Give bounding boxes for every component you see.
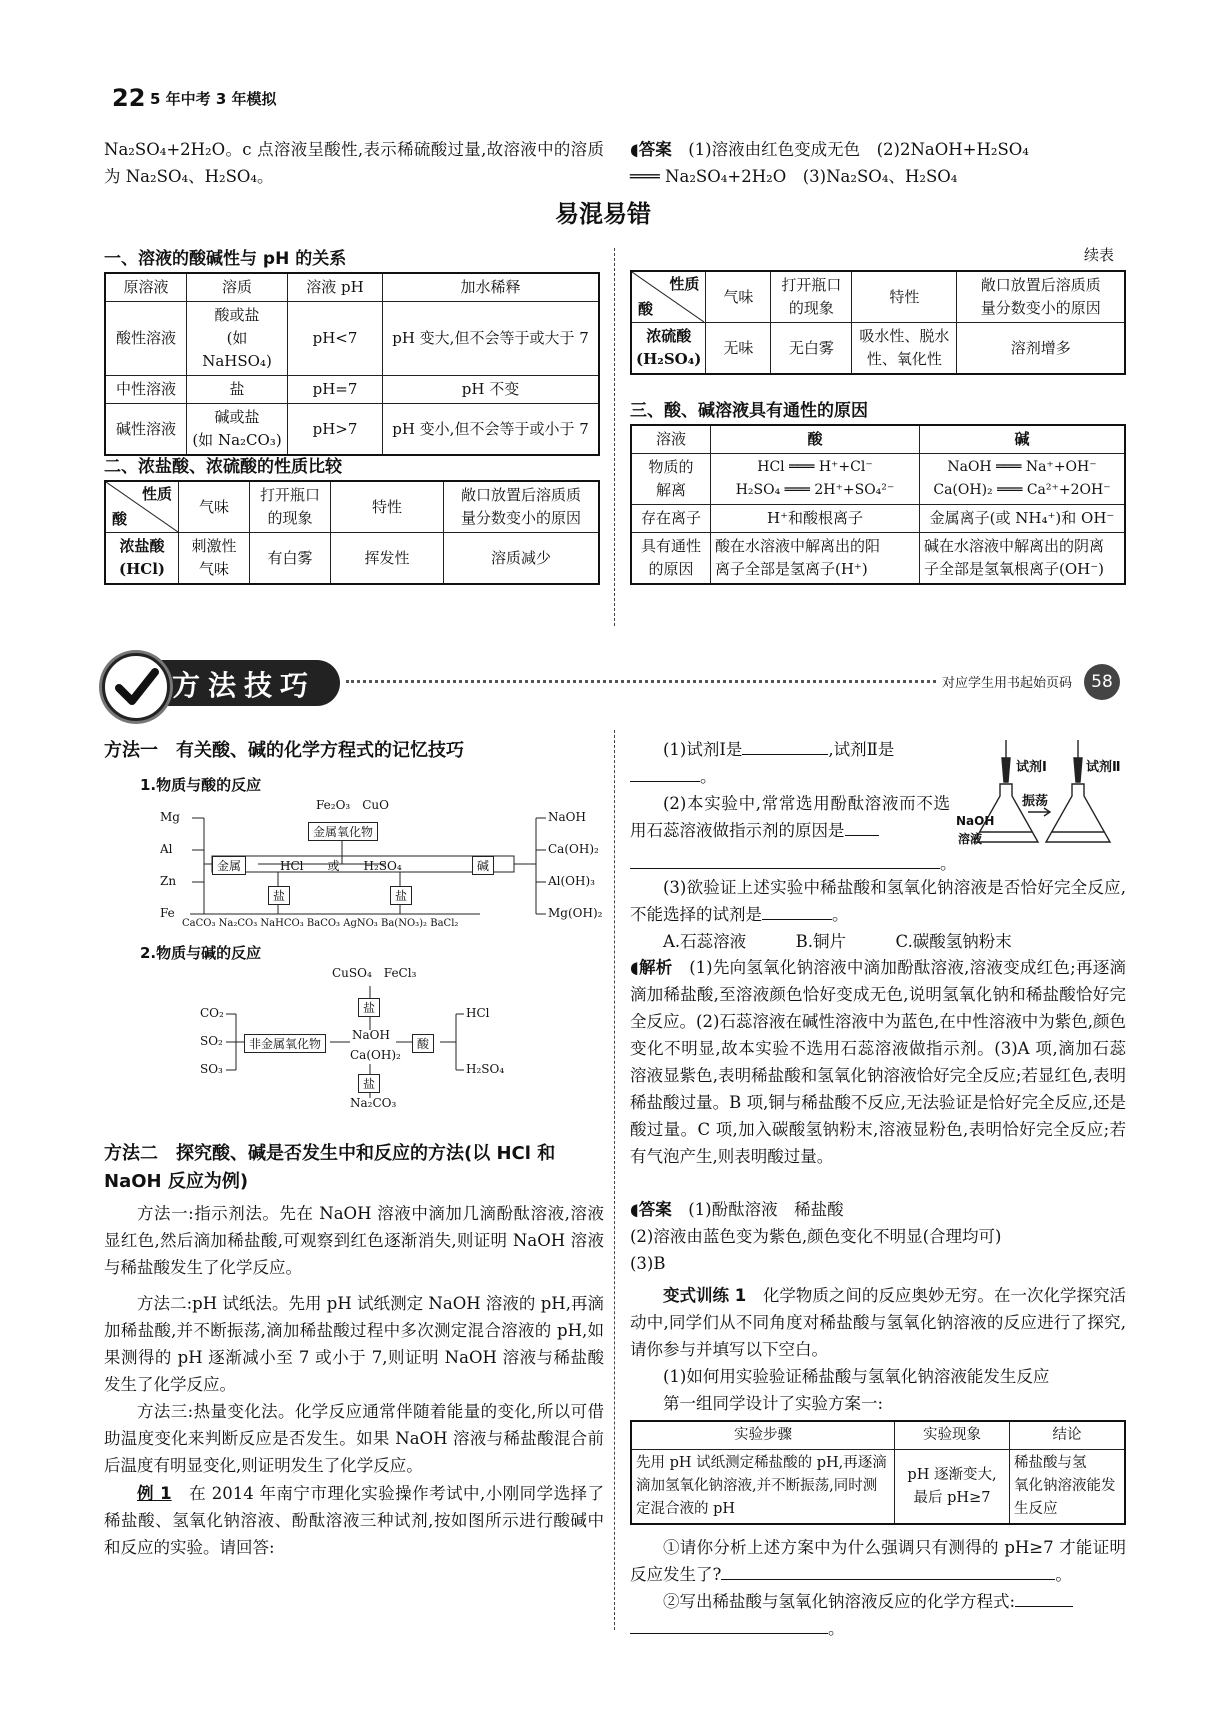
acid-label: HCl — [466, 1006, 490, 1020]
answer-blank[interactable] — [630, 868, 940, 869]
col-header: 打开瓶口 的现象 — [250, 481, 331, 533]
top-answer — [630, 136, 1126, 190]
base-box: 碱 — [472, 856, 494, 875]
column-divider — [614, 730, 615, 1630]
sub-question-2: ②写出稀盐酸与氢氧化钠溶液反应的化学方程式: — [663, 1592, 1016, 1611]
col-header: 碱 — [920, 425, 1126, 454]
col-header: 溶液 — [631, 425, 711, 454]
nonmetal-oxide-box: 非金属氧化物 — [244, 1034, 326, 1053]
analysis-text: (1)先向氢氧化钠溶液中滴加酚酞溶液,溶液变成红色;再逐滴滴加稀盐酸,至溶液颜色恰好变成无色,说明氢氧化钠和稀盐酸恰好完全反应。(2)石蕊溶液在碱性溶液中为蓝色,在中性溶液中为紫色,颜色变化不明显,故本实验不选用石蕊溶液做指示剂。(3)A 项,滴加石蕊溶液显紫色,表明稀盐酸和氢氧化钠溶液恰好完全反应;若显红色,表明稀盐酸过量。B 项,铜与稀盐酸不反应,无法验证是恰好完全反应,还是酸过量。C 项,加入碳酸氢钠粉末,溶液显粉色,表明恰好完全反应;若有气泡产生,则表明酸过量。 — [630, 958, 1127, 1166]
cell: HCl ═══ H⁺+Cl⁻ H₂SO₄ ═══ 2H⁺+SO₄²⁻ — [711, 454, 920, 505]
base-reaction-diagram — [200, 964, 505, 1112]
continuation-text: Na₂SO₄+2H₂O。c 点溶液呈酸性,表示稀硫酸过量,故溶液中的溶质为 Na₂SO₄、H₂SO₄。 — [104, 140, 604, 186]
part1-title: 一、溶液的酸碱性与 pH 的关系 — [104, 249, 347, 269]
answer-blank[interactable] — [845, 835, 879, 836]
banner-title: 方法技巧 — [172, 669, 317, 702]
checkmark-icon — [105, 656, 167, 718]
answer-line-1: (1)溶液由红色变成无色 (2)2NaOH+H₂SO₄ — [688, 140, 1029, 159]
corner-top: 性质 — [141, 485, 172, 503]
acid-compare-table-cont-wrap — [630, 270, 1126, 375]
cell: 先用 pH 试纸测定稀盐酸的 pH,再逐滴滴加氢氧化钠溶液,并不断振荡,同时测定混合液的 pH — [631, 1450, 895, 1525]
oxide-label: CO₂ — [200, 1006, 224, 1020]
cell: 挥发性 — [331, 533, 444, 585]
metal-label: Mg — [160, 810, 180, 824]
part2-title: 二、浓盐酸、浓硫酸的性质比较 — [104, 457, 342, 477]
variant-plan: 第一组同学设计了实验方案一: — [663, 1394, 884, 1413]
page-ref-label: 对应学生用书起始页码 — [938, 672, 1072, 691]
col-header: 特性 — [331, 481, 444, 533]
answer-line-2: ═══ Na₂SO₄+2H₂O (3)Na₂SO₄、H₂SO₄ — [630, 167, 958, 186]
answer-block — [630, 1196, 1126, 1277]
answer-blank[interactable] — [630, 1633, 828, 1634]
example-tag: 例 1 — [137, 1484, 172, 1503]
col-header: 加水稀释 — [383, 273, 600, 302]
cell: 无白雾 — [771, 323, 852, 375]
col-header: 原溶液 — [105, 273, 187, 302]
answer-blank[interactable] — [630, 781, 700, 782]
diagram-bottom: Na₂CO₃ — [350, 1096, 397, 1110]
page-number: 22 — [112, 84, 146, 112]
answer-blank[interactable] — [762, 919, 832, 920]
metal-label: Al — [160, 842, 173, 856]
variant-q1: (1)如何用实验验证稀盐酸与氢氧化钠溶液能发生反应 — [663, 1367, 1050, 1386]
cell: 盐 — [187, 376, 288, 404]
cell: 碱在水溶液中解离出的阴离 子全部是氢氧根离子(OH⁻) — [920, 533, 1126, 585]
answer-1: (1)酚酞溶液 稀盐酸 — [688, 1200, 844, 1219]
question-1: (1)试剂Ⅰ是 ,试剂Ⅱ是 。 (2)本实验中,常常选用酚酞溶液而不选用石蕊溶液做指示剂的原因是 — [630, 740, 950, 840]
answer-icon: ◖ — [630, 1200, 639, 1219]
example-text: 在 2014 年南宁市理化实验操作考试中,小刚同学选择了稀盐酸、氢氧化钠溶液、酚酞溶液三种试剂,按如图所示进行酸碱中和反应的实验。请回答: — [104, 1484, 604, 1557]
cell: pH>7 — [288, 404, 383, 456]
acid-reaction-diagram — [160, 796, 603, 936]
method2-title: 方法二 探究酸、碱是否发生中和反应的方法(以 HCl 和 NaOH 反应为例) — [104, 1143, 556, 1192]
shake-label: 振荡 — [1022, 794, 1049, 809]
answer-blank[interactable] — [1015, 1606, 1073, 1607]
base-label: Ca(OH)₂ — [350, 1048, 401, 1062]
cell: pH 变大,但不会等于或大于 7 — [383, 302, 600, 376]
cell: 金属离子(或 NH₄⁺)和 OH⁻ — [920, 505, 1126, 533]
acid-bar: HCl 或 H₂SO₄ — [280, 859, 402, 873]
base-label: NaOH — [352, 1028, 390, 1042]
base-label: NaOH — [548, 810, 586, 824]
corner-top: 性质 — [669, 275, 700, 293]
answer-blank[interactable] — [742, 754, 828, 755]
cell: 中性溶液 — [105, 376, 187, 404]
naoh-label: NaOH — [956, 814, 995, 828]
sub-questions: ①请你分析上述方案中为什么强调只有测得的 pH≥7 才能证明反应发生了? 。 ②写出稀盐酸与氢氧化钠溶液反应的化学方程式: 。 — [630, 1538, 1126, 1638]
answer-tag: 答案 — [638, 140, 672, 159]
q3-text: (3)欲验证上述实验中稀盐酸和氢氧化钠溶液是否恰好完全反应,不能选择的试剂是 — [630, 878, 1126, 924]
q2-blank-line: 。 — [630, 850, 957, 874]
cell: NaOH ═══ Na⁺+OH⁻ Ca(OH)₂ ═══ Ca²⁺+2OH⁻ — [920, 454, 1126, 505]
diagram-top: CuSO₄ FeCl₃ — [332, 966, 417, 980]
variant-text: 化学物质之间的反应奥妙无穷。在一次化学探究活动中,同学们从不同角度对稀盐酸与氢氧化钠溶液的反应进行了探究,请你参与并填写以下空白。 — [630, 1286, 1127, 1359]
acid-box: 酸 — [412, 1034, 434, 1053]
corner-bottom: 酸 — [638, 300, 654, 318]
corner-bottom: 酸 — [112, 510, 128, 528]
base-label: Ca(OH)₂ — [548, 842, 599, 856]
q2-text: (2)本实验中,常常选用酚酞溶液而不选用石蕊溶液做指示剂的原因是 — [630, 794, 950, 840]
banner-circle — [102, 653, 170, 721]
col-header: 溶液 pH — [288, 273, 383, 302]
q1-text-b: ,试剂Ⅱ是 — [828, 740, 895, 759]
answer-blank[interactable] — [721, 1579, 1055, 1580]
solution-label: 溶液 — [958, 832, 983, 846]
cell: pH<7 — [288, 302, 383, 376]
part3-title: 三、酸、碱溶液具有通性的原因 — [630, 401, 868, 421]
cell: 物质的 解离 — [631, 454, 711, 505]
oxide-box: 金属氧化物 — [308, 822, 378, 841]
corner-cell — [105, 481, 179, 533]
cell: 浓盐酸 (HCl) — [105, 533, 179, 585]
acid-compare-table-wrap — [104, 480, 600, 585]
experiment-table — [630, 1420, 1126, 1525]
cell: 具有通性 的原因 — [631, 533, 711, 585]
col-header: 实验现象 — [895, 1421, 1010, 1450]
cell: 存在离子 — [631, 505, 711, 533]
cell: pH=7 — [288, 376, 383, 404]
salt-box: 盐 — [268, 886, 290, 905]
col-header: 酸 — [711, 425, 920, 454]
col-header: 气味 — [706, 271, 771, 323]
acid-base-table — [630, 424, 1126, 585]
base-label: Al(OH)₃ — [548, 874, 595, 888]
col-header: 敞口放置后溶质质 量分数变小的原因 — [957, 271, 1125, 323]
analysis-icon: ◖ — [630, 958, 639, 977]
col-header: 特性 — [852, 271, 957, 323]
cell: 碱或盐 (如 Na₂CO₃) — [187, 404, 288, 456]
corner-cell — [631, 271, 706, 323]
reagent-1-label: 试剂Ⅰ — [1016, 760, 1047, 775]
cell: 碱性溶液 — [105, 404, 187, 456]
analysis — [630, 954, 1126, 1170]
salt-box: 盐 — [390, 886, 412, 905]
col-header: 敞口放置后溶质质 量分数变小的原因 — [444, 481, 600, 533]
cell: pH 不变 — [383, 376, 600, 404]
section-title: 易混易错 — [555, 200, 651, 228]
cell: H⁺和酸根离子 — [711, 505, 920, 533]
acid-label: H₂SO₄ — [466, 1062, 505, 1076]
column-divider — [614, 248, 615, 626]
cell: 溶质减少 — [444, 533, 600, 585]
cell: pH 变小,但不会等于或小于 7 — [383, 404, 600, 456]
salt-box: 盐 — [358, 998, 380, 1017]
answer-icon: ◖ — [630, 140, 639, 159]
sub-question-1: ①请你分析上述方案中为什么强调只有测得的 pH≥7 才能证明反应发生了? — [630, 1538, 1126, 1584]
answer-3: (3)B — [630, 1254, 666, 1273]
method1-sub1: 1.物质与酸的反应 — [140, 776, 262, 794]
answer-tag: 答案 — [638, 1200, 672, 1219]
cell: pH 逐渐变大, 最后 pH≥7 — [895, 1450, 1010, 1525]
cell: 浓硫酸 (H₂SO₄) — [631, 323, 706, 375]
cell: 酸在水溶液中解离出的阳 离子全部是氢离子(H⁺) — [711, 533, 920, 585]
method1-sub2: 2.物质与碱的反应 — [140, 944, 262, 962]
oxide-label: SO₂ — [200, 1034, 223, 1048]
cell: 溶剂增多 — [957, 323, 1125, 375]
variant-tag: 变式训练 1 — [663, 1286, 747, 1305]
salt-box: 盐 — [358, 1074, 380, 1093]
cell: 无味 — [706, 323, 771, 375]
method2-p1: 方法一:指示剂法。先在 NaOH 溶液中滴加几滴酚酞溶液,溶液显红色,然后滴加稀盐酸,可观察到红色逐渐消失,则证明 NaOH 溶液与稀盐酸发生了化学反应。 — [104, 1204, 604, 1277]
answer-2: (2)溶液由蓝色变为紫色,颜色变化不明显(合理均可) — [630, 1227, 1002, 1246]
acid-compare-table-cont — [630, 270, 1126, 375]
page-ref-badge: 58 — [1084, 664, 1120, 700]
metal-box: 金属 — [212, 856, 246, 875]
continued-label: 续表 — [1084, 246, 1115, 264]
acid-compare-table — [104, 480, 600, 585]
reagent-2-label: 试剂Ⅱ — [1086, 760, 1121, 775]
col-header: 溶质 — [187, 273, 288, 302]
analysis-tag: 解析 — [638, 958, 673, 977]
cell: 稀盐酸与氢 氧化钠溶液能发 生反应 — [1010, 1450, 1126, 1525]
metal-label: Fe — [160, 906, 175, 920]
method2-p2: 方法二:pH 试纸法。先用 pH 试纸测定 NaOH 溶液的 pH,再滴加稀盐酸,并不断振荡,滴加稀盐酸过程中多次测定混合溶液的 pH,如果测得的 pH 逐渐减小至 7 或小于 7,则证明 NaOH 溶液与稀盐酸发生了化学反应。 — [104, 1294, 604, 1394]
cell: 酸性溶液 — [105, 302, 187, 376]
base-label: Mg(OH)₂ — [548, 906, 603, 920]
col-header: 打开瓶口 的现象 — [771, 271, 852, 323]
metal-label: Zn — [160, 874, 177, 888]
q3-options: A.石蕊溶液 B.铜片 C.碳酸氢钠粉末 — [663, 932, 1012, 951]
ph-table — [104, 272, 600, 456]
method2-p3: 方法三:热量变化法。化学反应通常伴随着能量的变化,所以可借助温度变化来判断反应是否发生。如果 NaOH 溶液与稀盐酸混合前后温度有明显变化,则证明发生了化学反应。 — [104, 1402, 604, 1475]
diagram-top: Fe₂O₃ CuO — [316, 798, 389, 812]
example-1 — [104, 1480, 604, 1561]
book-title: 5 年中考 3 年模拟 — [150, 90, 277, 108]
cell: 吸水性、脱水 性、氧化性 — [852, 323, 957, 375]
cell: 有白雾 — [250, 533, 331, 585]
col-header: 实验步骤 — [631, 1421, 895, 1450]
flask-figure — [956, 734, 1126, 858]
cell: 刺激性 气味 — [179, 533, 250, 585]
cell: 酸或盐 (如 NaHSO₄) — [187, 302, 288, 376]
col-header: 结论 — [1010, 1421, 1126, 1450]
salt-list: CaCO₃ Na₂CO₃ NaHCO₃ BaCO₃ AgNO₃ Ba(NO₃)₂ BaCl₂ — [182, 918, 459, 929]
question-3: (3)欲验证上述实验中稀盐酸和氢氧化钠溶液是否恰好完全反应,不能选择的试剂是 。 A.石蕊溶液 B.铜片 C.碳酸氢钠粉末 — [630, 874, 1126, 955]
oxide-label: SO₃ — [200, 1062, 223, 1076]
col-header: 气味 — [179, 481, 250, 533]
q1-text-a: (1)试剂Ⅰ是 — [663, 740, 743, 759]
variant-training — [630, 1282, 1126, 1417]
method1-title: 方法一 有关酸、碱的化学方程式的记忆技巧 — [104, 740, 464, 761]
